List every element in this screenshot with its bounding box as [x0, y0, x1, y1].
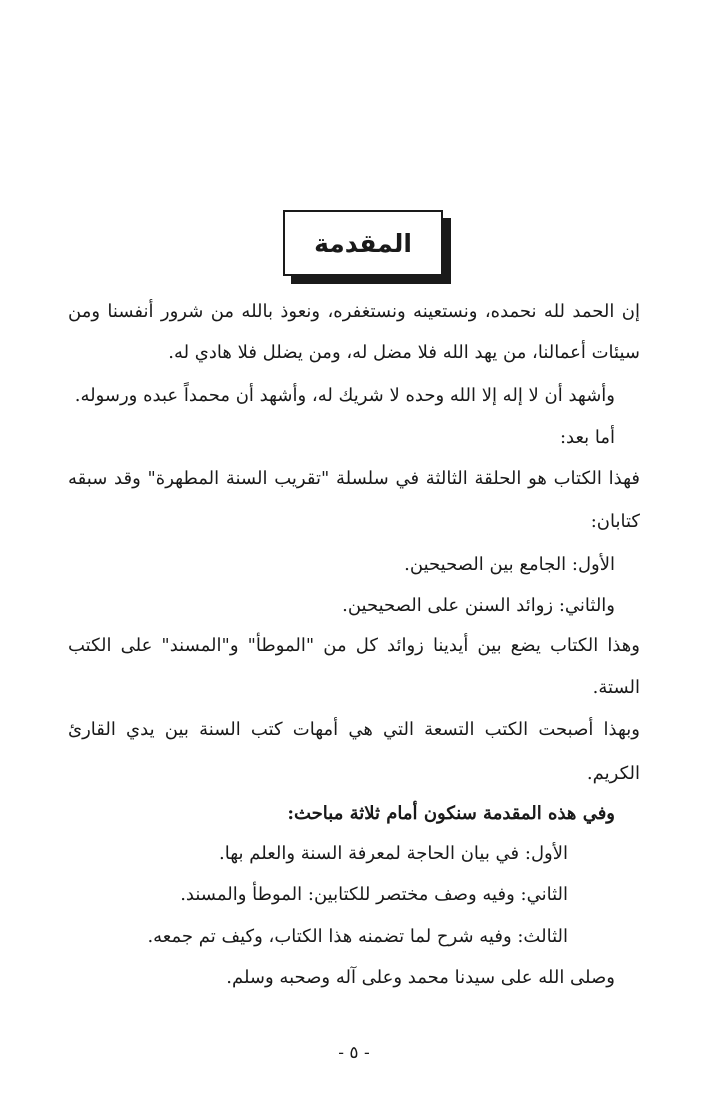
paragraph-line: وهذا الكتاب يضع بين أيدينا زوائد كل من "الموطأ" و"المسند" على الكتب: [68, 635, 640, 656]
paragraph-line: الستة.: [592, 677, 640, 698]
paragraph-line: وأشهد أن لا إله إلا الله وحده لا شريك له، وأشهد أن محمداً عبده ورسوله.: [74, 385, 615, 406]
title-box: [283, 210, 443, 276]
section-heading: وفي هذه المقدمة سنكون أمام ثلاثة مباحث:: [287, 803, 615, 824]
paragraph-line: الكريم.: [586, 763, 640, 784]
paragraph-line: فهذا الكتاب هو الحلقة الثالثة في سلسلة "تقريب السنة المطهرة" وقد سبقه: [68, 468, 640, 489]
page-number: - ٥ -: [338, 1043, 370, 1063]
topic-item-second: الثاني: وفيه وصف مختصر للكتابين: الموطأ والمسند.: [180, 884, 568, 905]
topic-item-third: الثالث: وفيه شرح لما تضمنه هذا الكتاب، وكيف تم جمعه.: [147, 926, 568, 947]
paragraph-line: وبهذا أصبحت الكتب التسعة التي هي أمهات كتب السنة بين يدي القارئ: [68, 719, 640, 740]
title-frame: [283, 210, 443, 278]
list-item-second: والثاني: زوائد السنن على الصحيحين.: [342, 595, 615, 616]
topic-item-first: الأول: في بيان الحاجة لمعرفة السنة والعلم بها.: [219, 843, 568, 864]
page-title: المقدمة: [314, 228, 412, 258]
paragraph-line: كتابان:: [590, 511, 640, 532]
paragraph-line: أما بعد:: [559, 427, 615, 448]
closing-line: وصلى الله على سيدنا محمد وعلى آله وصحبه وسلم.: [226, 967, 615, 988]
paragraph-line: إن الحمد لله نحمده، ونستعينه ونستغفره، ونعوذ بالله من شرور أنفسنا ومن: [68, 301, 640, 322]
paragraph-line: سيئات أعمالنا، من يهد الله فلا مضل له، ومن يضلل فلا هادي له.: [168, 342, 640, 363]
list-item-first: الأول: الجامع بين الصحيحين.: [404, 554, 615, 575]
